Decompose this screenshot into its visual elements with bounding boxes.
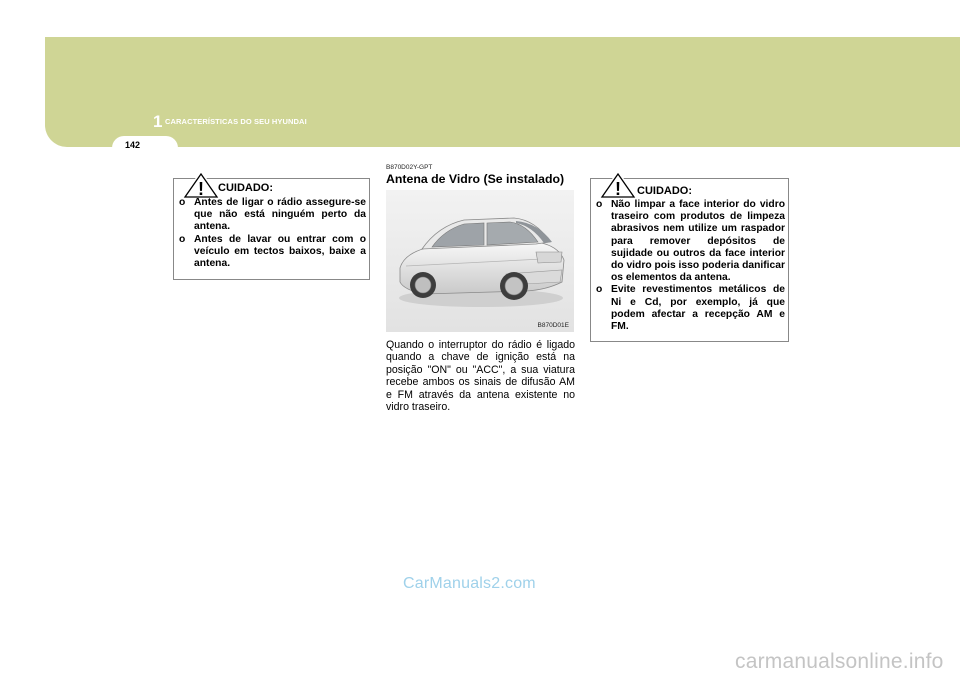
header-band	[45, 37, 960, 147]
warning-triangle-icon	[599, 171, 637, 199]
caution-title: CUIDADO:	[218, 182, 273, 194]
svg-text:!: !	[615, 179, 621, 199]
page-number: 142	[125, 140, 141, 150]
caution-title: CUIDADO:	[637, 185, 692, 197]
caution-item-text: Antes de ligar o rádio assegure-se que não está ninguém perto da antena.	[194, 197, 366, 233]
section-body: Quando o interruptor do rádio é ligado quando a chave de ignição está na posição "ON" ou "ACC", a sua viatura recebe ambos os sinais de difusão AM e FM através da antena existente no vidro traseiro.	[386, 339, 575, 414]
caution-item	[178, 197, 366, 234]
watermark-link-carmanualsonline[interactable]: carmanualsonline.info	[735, 650, 944, 673]
bullet: o	[596, 199, 603, 210]
bullet: o	[179, 233, 186, 245]
figure-code: B870D01E	[537, 322, 569, 329]
caution-box-glass	[590, 178, 789, 342]
caution-list	[595, 199, 785, 333]
caution-item-text: Evite revestimentos metálicos de Ni e Cd, por exemplo, já que podem afectar a recepção AM e FM.	[611, 284, 785, 333]
bullet: o	[179, 197, 186, 208]
caution-item	[595, 284, 785, 333]
car-figure	[386, 190, 574, 332]
car-rear-illustration	[386, 190, 574, 332]
page-number-tab	[112, 136, 178, 160]
chapter-title: CARACTERÍSTICAS DO SEU HYUNDAI	[165, 117, 307, 126]
caution-list	[178, 197, 366, 270]
caution-box-radio	[173, 178, 370, 280]
caution-item	[595, 199, 785, 284]
caution-item-text: Não limpar a face interior do vidro traseiro com produtos de limpeza abrasivos nem utilize um raspador para remover depósitos de sujidade ou outros da face interior do vidro pois isso poderia danificar os elementos da antena.	[611, 199, 785, 284]
chapter-number: 1	[153, 112, 163, 131]
section-code: B870D02Y-GPT	[386, 164, 433, 171]
svg-text:!: !	[198, 179, 204, 199]
caution-item	[178, 234, 366, 271]
warning-triangle-icon	[182, 171, 220, 199]
watermark-link-carmanuals2[interactable]: CarManuals2.com	[403, 575, 536, 592]
section-title: Antena de Vidro (Se instalado)	[386, 172, 565, 186]
caution-item-text: Antes de lavar ou entrar com o veículo em tectos baixos, baixe a antena.	[194, 233, 366, 270]
bullet: o	[596, 284, 603, 296]
